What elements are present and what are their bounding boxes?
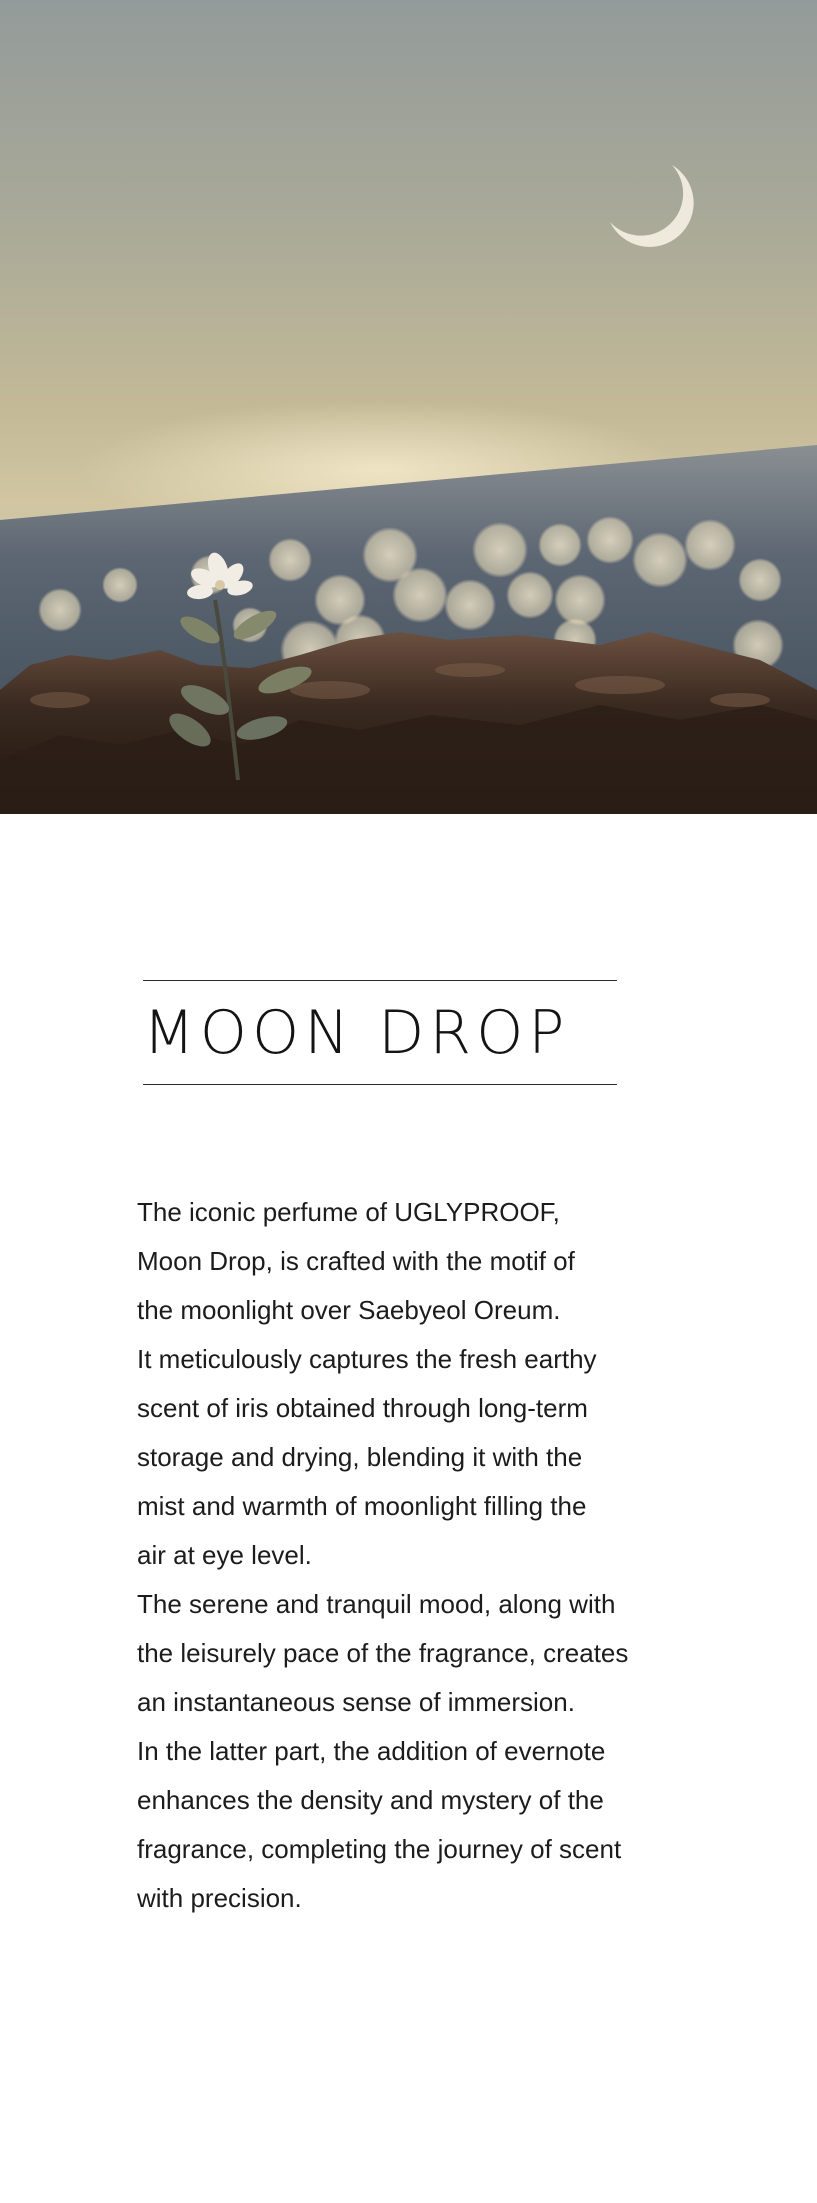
description-line: storage and drying, blending it with the [137,1442,583,1472]
description-line: enhances the density and mystery of the [137,1785,604,1815]
description-line: the leisurely pace of the fragrance, creates [137,1638,629,1668]
hero-image [0,0,817,814]
title-top-divider [143,980,617,981]
landscape-photo-icon [0,0,817,814]
description-line: scent of iris obtained through long-term [137,1393,588,1423]
description-line: It meticulously captures the fresh earthy [137,1344,597,1374]
description-line: an instantaneous sense of immersion. [137,1687,575,1717]
description-line: Moon Drop, is crafted with the motif of [137,1246,575,1276]
title-block [143,980,617,1085]
product-description [137,1188,697,1923]
product-title: MOON DROP [143,998,570,1068]
title-bottom-divider [143,1084,617,1085]
description-line: The serene and tranquil mood, along with [137,1589,616,1619]
description-line: The iconic perfume of UGLYPROOF, [137,1197,560,1227]
description-line: with precision. [137,1883,302,1913]
description-line: mist and warmth of moonlight filling the [137,1491,587,1521]
description-line: the moonlight over Saebyeol Oreum. [137,1295,561,1325]
description-line: In the latter part, the addition of evernote [137,1736,606,1766]
description-line: air at eye level. [137,1540,312,1570]
description-line: fragrance, completing the journey of scent [137,1834,622,1864]
